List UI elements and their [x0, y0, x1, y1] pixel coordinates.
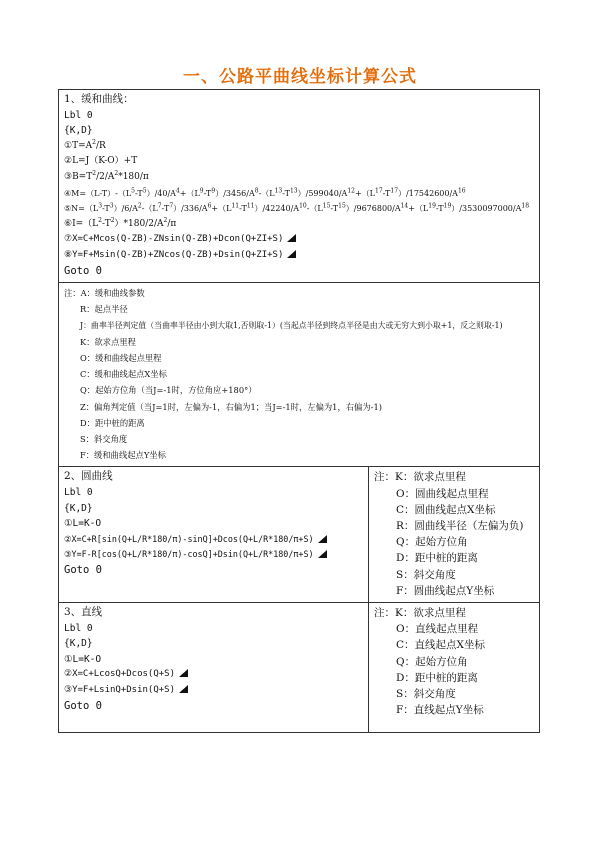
- display-triangle-icon: [287, 250, 296, 258]
- note-line: O：圆曲线起点里程: [396, 487, 489, 500]
- formula-3: ③Y=F-R[cos(Q+L/R*180/π)-cosQ]+Dsin(Q+L/R*180/π+S): [64, 547, 364, 563]
- formula-3: $③B=T^2/2/A^2*180/\pi$: [64, 169, 149, 182]
- section-heading: 3、直线: [64, 605, 103, 618]
- formula-4: $④M=(L-T)-(L^5-T^5)/40/A^4+(L^9-T^9)/3456/A^8-(L^{13}-T^{13})/599040/A^{12}+(L^{17}-T^{17})/17542600/A^{16}$: [64, 186, 466, 198]
- circular-notes-cell: [369, 467, 540, 603]
- note-line: K：欲求点里程: [80, 336, 136, 347]
- straight-line-cell: [59, 602, 369, 732]
- note-line: O：直线起点里程: [396, 623, 479, 636]
- note-line: O：缓和曲线起点里程: [80, 352, 162, 363]
- note-line: D：距中桩的距离: [396, 552, 478, 565]
- display-triangle-icon: [179, 669, 188, 677]
- note-line: S：斜交角度: [396, 688, 456, 700]
- note-line: R：起点半径: [80, 304, 128, 315]
- formula-2: ②X=C+LcosQ+Dcos(Q+S): [64, 667, 364, 683]
- note-line: Q：起始方位角: [396, 655, 468, 668]
- formula-6: $⑥I=(L^2-T^2)*180/2/A^2/\pi$: [64, 216, 177, 229]
- formula-table: [58, 89, 540, 733]
- note-line: F：圆曲线起点Y坐标: [396, 584, 495, 597]
- note-line: J：曲率半径判定值（当曲率半径由小到大取1,否则取-1）(当起点半径到终点半径是由大或无穷大到小取+1，反之则取-1): [80, 320, 503, 330]
- note-line: S：斜交角度: [80, 433, 128, 444]
- display-triangle-icon: [318, 550, 327, 558]
- note-line: F：直线起点Y坐标: [396, 704, 484, 717]
- note-line: C：直线起点X坐标: [396, 639, 486, 652]
- formula-2: ②X=C+R[sin(Q+L/R*180/π)-sinQ]+Dcos(Q+L/R*180/π+S): [64, 532, 364, 548]
- note-line: D：距中桩的距离: [396, 671, 478, 684]
- note-line: S：斜交角度: [396, 568, 456, 581]
- goto-line: Goto 0: [64, 264, 102, 277]
- formula-1: ①L=K-O: [64, 653, 102, 665]
- goto-line: Goto 0: [64, 563, 102, 576]
- formula-8: ⑧Y=F+Msin(Q-ZB)+ZNcos(Q-ZB)+Dsin(Q+ZI+S): [64, 248, 535, 264]
- note-line: C：缓和曲线起点X坐标: [80, 369, 167, 380]
- label-line: Lbl 0: [64, 109, 93, 121]
- note-line: 注：A：缓和曲线参数: [64, 288, 145, 299]
- input-vars: {K,D}: [64, 502, 93, 514]
- note-line: Z：偏角判定值（当J=1时，左偏为-1，右偏为1；当J=-1时，左偏为1，右偏为-1): [80, 401, 382, 412]
- note-line: F：缓和曲线起点Y坐标: [80, 450, 166, 461]
- note-line: 注：K：欲求点里程: [374, 471, 466, 484]
- transition-curve-cell: [59, 90, 540, 283]
- formula-5: $⑤N=(L^3-T^3)/6/A^2-(L^7-T^7)/336/A^6+(L^{11}-T^{11})/42240/A^{10}-(L^{15}-T^{15})/9676800/A^{14}+(L^{19}-T^{19})/3530097000/A^{18}$: [64, 202, 530, 214]
- formula-1: ①L=K-O: [64, 518, 102, 530]
- note-line: R：圆曲线半径（左偏为负): [396, 519, 524, 532]
- formula-2: ②L=J（K-O）+T: [64, 156, 138, 167]
- label-line: Lbl 0: [64, 622, 93, 634]
- section-heading: 2、圆曲线: [64, 470, 113, 483]
- note-line: C：圆曲线起点X坐标: [396, 503, 496, 516]
- display-triangle-icon: [179, 685, 188, 693]
- input-vars: {K,D}: [64, 125, 93, 137]
- section-heading: 1、缓和曲线：: [64, 93, 134, 105]
- formula-3: ③Y=F+LsinQ+Dsin(Q+S): [64, 683, 364, 699]
- straight-notes-cell: [369, 602, 540, 732]
- section-transition-curve: [59, 90, 540, 283]
- label-line: Lbl 0: [64, 486, 93, 498]
- note-line: Q：起始方位角: [396, 536, 468, 549]
- formula-1: $①T=A^2/R$: [64, 138, 106, 151]
- formula-7: ⑦X=C+Mcos(Q-ZB)-ZNsin(Q-ZB)+Dcon(Q+ZI+S): [64, 232, 535, 248]
- page-title: 一、公路平曲线坐标计算公式: [183, 67, 417, 87]
- display-triangle-icon: [318, 535, 327, 543]
- goto-line: Goto 0: [64, 699, 102, 712]
- note-line: D：距中桩的距离: [80, 417, 145, 428]
- note-line: 注：K：欲求点里程: [374, 606, 466, 619]
- display-triangle-icon: [287, 234, 296, 242]
- section-transition-notes: [59, 283, 540, 467]
- input-vars: {K,D}: [64, 638, 93, 650]
- note-line: Q：起始方位角（当J=-1时，方位角应+180°）: [80, 385, 257, 396]
- section-circular-curve: [59, 467, 540, 603]
- transition-notes-cell: [59, 283, 540, 467]
- circular-curve-cell: [59, 467, 369, 603]
- section-straight-line: [59, 602, 540, 732]
